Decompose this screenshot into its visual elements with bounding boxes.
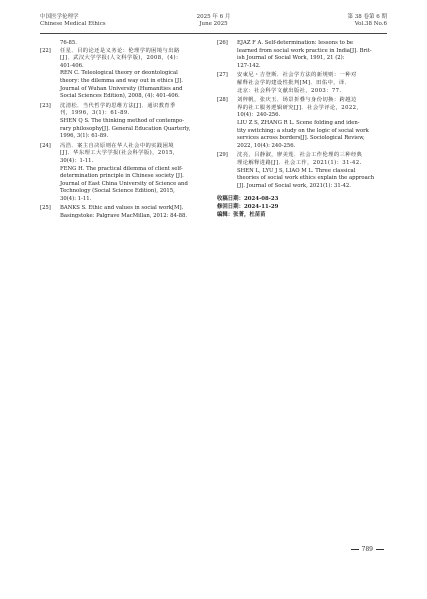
reference-text-line: 界的社工服务逻辑研究[J]．社会学评论，2022， <box>237 104 363 111</box>
received-date: 收稿日期：2024-08-23 <box>217 196 279 203</box>
reference-text-line: Technology (Social Science Edition), 2015, <box>60 188 175 195</box>
reference-number: [26] <box>217 40 228 46</box>
journal-title-cn: 中国医学伦理学 <box>40 14 79 20</box>
reference-number: [25] <box>40 205 51 212</box>
article-metadata <box>217 196 387 219</box>
reference-text-line: EJAZ F A. Self-determination: lessons to be <box>237 40 354 46</box>
reference-text-line: rary philosophy[J]. General Education Quarterly, <box>60 125 191 132</box>
reference-text-line: 127-142. <box>237 62 261 69</box>
reference-entry <box>40 48 210 101</box>
reference-text-line: 安東尼・吉登斯．社会学方法的新规则：一种对 <box>237 72 357 79</box>
reference-entry <box>40 103 210 141</box>
reference-text-line: theories of social work ethics explain the approach <box>237 175 375 182</box>
reference-text-line: SHEN L, LYU J S, LIAO M L. Three classical <box>237 167 356 174</box>
reference-text-line: Basingstoke: Palgrave MacMillan, 2012: 84-88. <box>60 213 188 220</box>
header-divider <box>40 33 387 34</box>
reference-text-line: 刊，1996，3(1)：61-89. <box>60 110 130 117</box>
reference-text-line: determination principle in Chinese society [J]. <box>60 173 184 180</box>
reference-text-line: 刘梓帆，张庆玉．场景折叠与身份切换：跨越边 <box>237 97 357 104</box>
reference-text-line: services across borders[J]. Sociological Review, <box>237 135 365 142</box>
reference-text-line: Journal of Wuhan University (Humanities and <box>60 85 183 92</box>
reference-text-line: SHEN Q S. The thinking method of contempo- <box>60 117 185 124</box>
reference-list-left <box>40 48 210 221</box>
reference-text-line: Journal of East China University of Science and <box>60 180 188 187</box>
reference-text-line: 沈清松．当代哲学的思维方法[J]．通识教育季 <box>60 102 176 109</box>
reference-text-line: 1996, 3(1): 61-89. <box>60 133 109 140</box>
reference-number: [23] <box>40 102 51 109</box>
reference-number: [29] <box>217 152 228 159</box>
reference-text-line: learned from social work practice in India[J]. Brit- <box>237 47 372 54</box>
reference-text-line: ish Journal of Social Work, 1991, 21 (2): <box>237 55 345 62</box>
reference-text-line: 30(4)：1-11. <box>60 157 94 164</box>
volume-cn: 第 38 卷第 6 期 <box>347 14 387 20</box>
reference-text-line: [J]．华东理工大学学报(社会科学版)，2015， <box>60 150 179 157</box>
reference-continuation <box>40 40 210 48</box>
reference-text-line: 任星．目的论还是义务论：伦理学的困境与出路 <box>60 47 180 54</box>
reference-entry <box>40 205 210 220</box>
page-number: 789 <box>361 546 373 553</box>
reference-text-line: 理论解释进路[J]．社会工作，2021(1)：31-42. <box>237 159 362 166</box>
reference-text-line: REN C. Teleological theory or deontological <box>60 70 178 77</box>
reference-number: [28] <box>217 97 228 104</box>
reference-text-line: LIU Z S, ZHANG R L. Scene folding and iden- <box>237 119 360 126</box>
reference-text-line: 401-406. <box>60 62 84 69</box>
reference-text-line: 冯浩．案主自决原则在华人社会中的实践困境 <box>60 142 174 149</box>
reference-number: [27] <box>217 72 228 79</box>
reference-entry <box>217 152 387 190</box>
reference-text-line: FENG H. The practical dilemma of client self- <box>60 165 183 172</box>
reference-number: [22] <box>40 47 51 54</box>
journal-title-en: Chinese Medical Ethics <box>40 21 106 27</box>
issue-date-en: June 2025 <box>199 21 228 27</box>
reference-text-line: 2022, 10(4): 240-256. <box>237 142 296 149</box>
reference-text-line: 沈亮，吕静淑，廖美莲．社会工作伦理的三种经典 <box>237 152 363 159</box>
reference-text-line: [J]．武汉大学学报(人文科学版)，2008，(4)： <box>60 55 182 62</box>
right-column <box>217 40 387 220</box>
reference-text-line: tity switching: a study on the logic of social work <box>237 127 369 134</box>
reference-entry <box>40 143 210 204</box>
reference-entry <box>217 40 387 70</box>
revised-date: 修回日期：2024-11-29 <box>217 204 279 211</box>
volume-en: Vol.38 No.6 <box>354 21 387 27</box>
reference-text-line: 解释社会学的建设性批判[M]．田佑中，译． <box>237 79 351 86</box>
footer-dash-left <box>351 549 359 550</box>
reference-entry <box>217 97 387 150</box>
issue-date-cn: 2025 年 6 月 <box>196 14 231 20</box>
reference-text-line: 北京：社会科学文献出版社，2003：77. <box>237 87 342 94</box>
left-column <box>40 40 210 223</box>
reference-entry <box>217 72 387 95</box>
issue-volume <box>348 14 388 28</box>
footer-dash-right <box>376 549 384 550</box>
editors: 编辑：张菁，杜苗苗 <box>217 211 266 218</box>
continuation-text: 76-85. <box>60 40 77 46</box>
reference-text-line: BANKS S. Ethic and values in social work[M]. <box>60 205 184 212</box>
reference-text-line: 30(4): 1-11. <box>60 195 92 202</box>
reference-text-line: Social Sciences Edition), 2008, (4): 401-406. <box>60 93 180 100</box>
reference-number: [24] <box>40 142 51 149</box>
reference-list-right <box>217 40 387 190</box>
reference-text-line: [J]. Journal of Social work, 2021(1): 31-42. <box>237 182 351 189</box>
reference-text-line: 10(4)：240-256. <box>237 112 281 119</box>
reference-text-line: theory: the dilemma and way out in ethics [J]. <box>60 77 183 84</box>
page-footer <box>348 546 387 553</box>
